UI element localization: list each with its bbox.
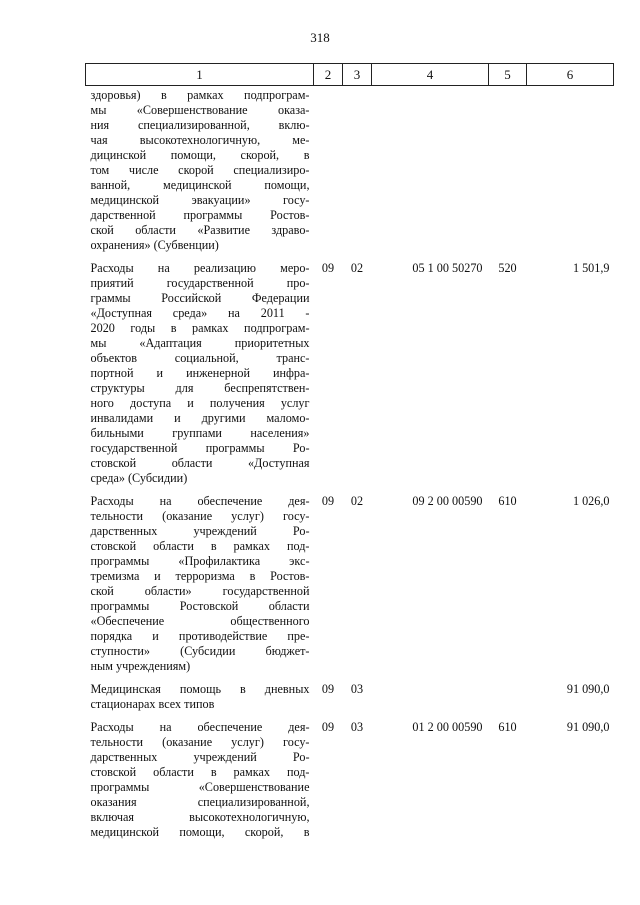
subsection-code: 03 [350, 682, 364, 696]
section-code: 09 [321, 494, 335, 508]
expense-name-line: тельности (оказание услуг) госу- [90, 509, 310, 523]
expense-type-code: 520 [498, 261, 517, 275]
header-col-2: 2 [314, 64, 343, 86]
target-article-code [372, 86, 489, 262]
expense-type-code [489, 682, 527, 720]
expense-type-code: 610 [498, 494, 517, 508]
amount: 1 501,9 [572, 261, 610, 275]
target-article-code [372, 682, 489, 720]
expense-name-line: стовской области «Доступная [90, 456, 310, 470]
expense-name-line: дарственной программы Ростов- [90, 208, 310, 222]
expense-type-code: 610 [498, 720, 517, 734]
expense-name-line: включая высокотехнологичную, [90, 810, 310, 824]
expense-name-line: дицинской помощи, скорой, в [90, 148, 310, 162]
section-code: 09 [321, 720, 335, 734]
expense-name-line: объектов социальной, транс- [90, 351, 310, 365]
table-row [86, 720, 614, 848]
subsection-code: 03 [350, 720, 364, 734]
expense-name-line: мы «Адаптация приоритетных [90, 336, 310, 350]
table-body [86, 86, 614, 849]
expense-name [86, 261, 314, 494]
expense-name [86, 720, 314, 848]
expense-name-line: бильными группами населения» [90, 426, 310, 440]
expense-name-line: тремизма и терроризма в Ростов- [90, 569, 310, 583]
expense-name-line: ванной, медицинской помощи, [90, 178, 310, 192]
expense-name-line: порядка и противодействие пре- [90, 629, 310, 643]
expense-name-line: ным учреждениям) [90, 659, 191, 673]
expense-name-line: дарственных учреждений Ро- [90, 750, 310, 764]
expense-name-line: программы Ростовской области [90, 599, 310, 613]
expense-name-line: оказания специализированной, [90, 795, 310, 809]
expense-name-line: инвалидами и другими маломо- [90, 411, 310, 425]
expense-name-line: Расходы на обеспечение дея- [90, 720, 310, 734]
amount: 1 026,0 [572, 494, 610, 508]
expense-name-line: ской области «Развитие здраво- [90, 223, 310, 237]
expense-name-line: граммы Российской Федерации [90, 291, 310, 305]
expense-name-line: структуры для беспрепятствен- [90, 381, 310, 395]
subsection-code: 02 [350, 261, 364, 275]
expense-name [86, 682, 314, 720]
header-col-4: 4 [372, 64, 489, 86]
expense-name-line: стовской области в рамках под- [90, 765, 310, 779]
expense-name-line: «Доступная среда» на 2011 - [90, 306, 310, 320]
expense-name-line: медицинской помощи, скорой, в [90, 825, 310, 839]
expense-name-line: ния специализированной, вклю- [90, 118, 310, 132]
expense-name-line: охранения» (Субвенции) [90, 238, 219, 252]
expense-name-line: тельности (оказание услуг) госу- [90, 735, 310, 749]
amount: 91 090,0 [566, 682, 610, 696]
expense-name [86, 494, 314, 682]
amount: 91 090,0 [566, 720, 610, 734]
expense-name-line: среда» (Субсидии) [90, 471, 188, 485]
header-col-1: 1 [86, 64, 314, 86]
amount [527, 86, 614, 262]
expense-name-line: «Обеспечение общественного [90, 614, 310, 628]
expense-type-code [489, 86, 527, 262]
expense-name-line: программы «Профилактика экс- [90, 554, 310, 568]
target-article-code: 09 2 00 00590 [412, 494, 483, 508]
expense-name-line: Медицинская помощь в дневных [90, 682, 310, 696]
expense-name-line: программы «Совершенствование [90, 780, 310, 794]
table-row [86, 494, 614, 682]
page-number: 318 [310, 30, 330, 45]
expense-name [86, 86, 314, 262]
expense-name-line: стовской области в рамках под- [90, 539, 310, 553]
header-col-5: 5 [489, 64, 527, 86]
table-row [86, 261, 614, 494]
section-code: 09 [321, 261, 335, 275]
table-row [86, 682, 614, 720]
header-col-3: 3 [343, 64, 372, 86]
expense-name-line: государственной программы Ро- [90, 441, 310, 455]
expense-name-line: ного доступа и получения услуг [90, 396, 310, 410]
expense-name-line: мы «Совершенствование оказа- [90, 103, 310, 117]
expense-name-line: том числе скорой специализиро- [90, 163, 310, 177]
target-article-code: 05 1 00 50270 [412, 261, 483, 275]
expense-name-line: чая высокотехнологичную, ме- [90, 133, 310, 147]
expense-name-line: приятий государственной про- [90, 276, 310, 290]
target-article-code: 01 2 00 00590 [412, 720, 483, 734]
section-code [314, 86, 343, 262]
subsection-code: 02 [350, 494, 364, 508]
expense-name-line: медицинской эвакуации» госу- [90, 193, 310, 207]
expense-name-line: дарственных учреждений Ро- [90, 524, 310, 538]
expense-name-line: стационарах всех типов [90, 697, 215, 711]
section-code: 09 [321, 682, 335, 696]
header-col-6: 6 [527, 64, 614, 86]
header-row [86, 64, 614, 86]
expense-name-line: Расходы на реализацию меро- [90, 261, 310, 275]
expense-name-line: ской области» государственной [90, 584, 310, 598]
expense-name-line: Расходы на обеспечение дея- [90, 494, 310, 508]
expense-name-line: портной и инженерной инфра- [90, 366, 310, 380]
expense-name-line: 2020 годы в рамках подпрограм- [90, 321, 310, 335]
expense-name-line: ступности» (Субсидии бюджет- [90, 644, 310, 658]
subsection-code [343, 86, 372, 262]
budget-table [85, 63, 614, 848]
table-row [86, 86, 614, 262]
expense-name-line: здоровья) в рамках подпрограм- [90, 88, 310, 102]
